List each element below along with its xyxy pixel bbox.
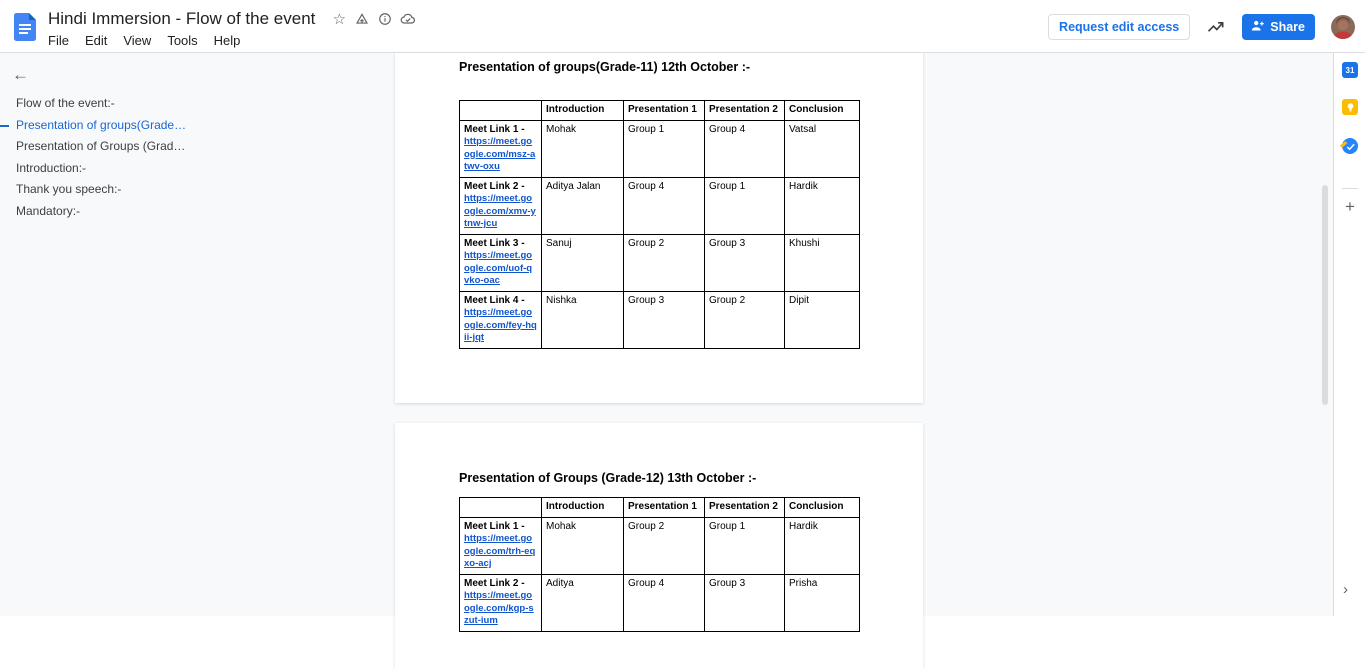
get-addons-plus-icon[interactable]: +: [1345, 197, 1355, 216]
share-label: Share: [1270, 19, 1305, 34]
outline-item-flow-of-the-event[interactable]: Flow of the event:-: [16, 96, 115, 110]
meet-link-cell: [460, 517, 542, 574]
share-button[interactable]: [1242, 14, 1315, 40]
conclusion-cell: Prisha: [785, 574, 860, 631]
document-status-cloud-icon[interactable]: [400, 11, 416, 27]
table-header-row: [460, 498, 860, 518]
grade11-heading: Presentation of groups(Grade-11) 12th October :-: [459, 60, 751, 74]
table-row: [460, 291, 860, 348]
meet-link[interactable]: https://meet.google.com/uof-qvko-oac: [464, 250, 533, 286]
activity-trend-icon[interactable]: [1206, 17, 1226, 37]
introduction-cell: Aditya Jalan: [542, 177, 624, 234]
meet-link-label: Meet Link 1 -: [464, 123, 525, 135]
conclusion-cell: Hardik: [785, 517, 860, 574]
meet-link[interactable]: https://meet.google.com/xmv-ytnw-jcu: [464, 193, 536, 229]
presentation1-cell: Group 2: [624, 517, 705, 574]
info-icon[interactable]: [377, 11, 393, 27]
docs-logo-icon[interactable]: [14, 13, 36, 41]
meet-link-label: Meet Link 2 -: [464, 577, 525, 589]
presentation1-cell: Group 4: [624, 574, 705, 631]
conclusion-cell: Vatsal: [785, 120, 860, 177]
menu-edit[interactable]: Edit: [84, 33, 108, 48]
header-cell-conclusion: Conclusion: [785, 498, 860, 518]
meet-link-label: Meet Link 3 -: [464, 237, 525, 249]
presentation2-cell: Group 3: [705, 234, 785, 291]
presentation1-cell: Group 3: [624, 291, 705, 348]
meet-link-label: Meet Link 1 -: [464, 520, 525, 532]
meet-link[interactable]: https://meet.google.com/msz-atwv-oxu: [464, 136, 536, 172]
meet-link-cell: [460, 177, 542, 234]
outline-item-mandatory[interactable]: Mandatory:-: [16, 203, 81, 218]
move-to-drive-icon[interactable]: [354, 11, 370, 27]
account-avatar[interactable]: [1331, 15, 1355, 39]
outline-item-presentation-grade11[interactable]: Presentation of groups(Grade…: [0, 115, 300, 137]
document-page-2: [395, 423, 923, 669]
header-cell-empty: [460, 498, 542, 518]
person-add-icon: [1250, 18, 1265, 36]
google-keep-icon[interactable]: [1342, 99, 1358, 115]
table-row: [460, 177, 860, 234]
meet-link-label: Meet Link 4 -: [464, 294, 525, 306]
header-cell-presentation2: Presentation 2: [705, 101, 785, 121]
meet-link-cell: [460, 234, 542, 291]
presentation1-cell: Group 2: [624, 234, 705, 291]
menu-view[interactable]: View: [123, 33, 152, 48]
presentation2-cell: Group 1: [705, 517, 785, 574]
conclusion-cell: Dipit: [785, 291, 860, 348]
grade11-schedule-table: [459, 100, 860, 349]
presentation1-cell: Group 4: [624, 177, 705, 234]
meet-link[interactable]: https://meet.google.com/fey-hqii-jqt: [464, 307, 537, 343]
menu-help[interactable]: Help: [213, 33, 241, 48]
table-row: [460, 234, 860, 291]
table-row: [460, 574, 860, 631]
presentation2-cell: Group 4: [705, 120, 785, 177]
side-panel-divider: [1342, 188, 1358, 189]
star-icon[interactable]: ☆: [332, 11, 347, 28]
introduction-cell: Sanuj: [542, 234, 624, 291]
grade12-schedule-table: [459, 497, 860, 632]
menu-file[interactable]: File: [48, 33, 69, 48]
introduction-cell: Nishka: [542, 291, 624, 348]
request-edit-access-button[interactable]: Request edit access: [1048, 14, 1190, 40]
outline-item-introduction[interactable]: Introduction:-: [16, 160, 87, 175]
introduction-cell: Mohak: [542, 517, 624, 574]
document-page-1: [395, 53, 923, 403]
introduction-cell: Aditya: [542, 574, 624, 631]
meet-link[interactable]: https://meet.google.com/kgp-szut-ium: [464, 590, 534, 626]
conclusion-cell: Hardik: [785, 177, 860, 234]
active-item-marker: [0, 125, 9, 127]
meet-link-label: Meet Link 2 -: [464, 180, 525, 192]
presentation2-cell: Group 3: [705, 574, 785, 631]
outline-item-thank-you-speech[interactable]: Thank you speech:-: [16, 182, 122, 196]
meet-link-cell: [460, 120, 542, 177]
header-cell-introduction: Introduction: [542, 101, 624, 121]
header-cell-empty: [460, 101, 542, 121]
header-right: [1048, 0, 1355, 53]
meet-link[interactable]: https://meet.google.com/trh-eqxo-acj: [464, 533, 536, 569]
header-cell-presentation2: Presentation 2: [705, 498, 785, 518]
grade12-heading: Presentation of Groups (Grade-12) 13th October :-: [459, 471, 757, 485]
app-header: [0, 0, 1365, 53]
doc-title: Hindi Immersion - Flow of the event: [48, 9, 316, 28]
presentation1-cell: Group 1: [624, 120, 705, 177]
menubar: [41, 32, 416, 49]
vertical-scrollbar-thumb[interactable]: [1322, 185, 1328, 405]
header-main: [48, 8, 416, 49]
outline-list: [0, 93, 300, 222]
header-cell-presentation1: Presentation 1: [624, 498, 705, 518]
meet-link-cell: [460, 574, 542, 631]
conclusion-cell: Khushi: [785, 234, 860, 291]
menu-tools[interactable]: Tools: [167, 33, 198, 48]
meet-link-cell: [460, 291, 542, 348]
header-cell-introduction: Introduction: [542, 498, 624, 518]
google-calendar-icon[interactable]: 31: [1342, 62, 1358, 78]
table-row: [460, 120, 860, 177]
introduction-cell: Mohak: [542, 120, 624, 177]
outline-item-presentation-grade12[interactable]: Presentation of Groups (Grad…: [16, 139, 186, 153]
side-panel: [1333, 53, 1365, 616]
table-row: [460, 517, 860, 574]
hide-outline-back-icon[interactable]: ←: [12, 65, 29, 84]
table-header-row: [460, 101, 860, 121]
hide-side-panel-chevron-icon[interactable]: ›: [1343, 581, 1348, 598]
header-cell-conclusion: Conclusion: [785, 101, 860, 121]
presentation2-cell: Group 2: [705, 291, 785, 348]
presentation2-cell: Group 1: [705, 177, 785, 234]
google-tasks-icon[interactable]: [1342, 138, 1358, 154]
workspace: [0, 53, 1365, 626]
header-cell-presentation1: Presentation 1: [624, 101, 705, 121]
